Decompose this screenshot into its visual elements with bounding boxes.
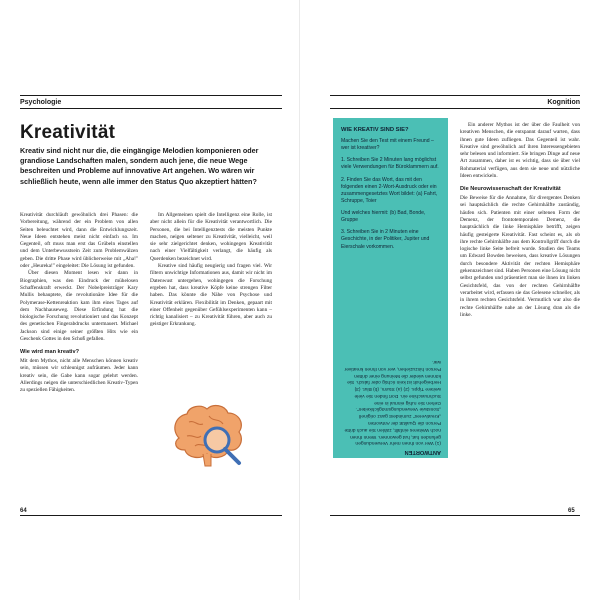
right-header-label: Kognition: [547, 98, 580, 106]
left-header-label: Psychologie: [20, 98, 62, 106]
body-paragraph: Über diesen Moment lesen wir dann in Biographien, was den Eindruck der mühelosen Schaffenskraft erweckt. Der Nobelpreisträger Kary Mullis behauptete, die revolutionäre Idee für die Polymerase-Kettenreaktion kam ihm eines Tages auf dem Nachhauseweg. Diese Erfindung hat die biologische Forschung revolutioniert und das Konzept des genetischen Fingerabdrucks untermauert. Michael Jackson sind einige seiner größten Hits wie ein Geschenk Gottes in den Schoß gefallen.: [20, 270, 138, 343]
answers-text: (1) Wer von Ihnen mehr Verwendungen gefunden hat, hat gewonnen. Wenn Ihnen noch Weiteres einfällt, zählen Sie auch dritte Person die Qualität der Antworten „Kreativeres" zumindest ganz originell „Sonstwie Verwendungsmöglichkeiten". Gehen Sie ruhig einmal in eine Suchmaschine ein. Dort finden Sie viele weitere Tipps. (2) (a) Sturm, (b) Blut. (3) Herbeigeholt ist kein richtig oder falsch. Sie können wieder die Meinung einer dritten Person hinzuziehen, wer von Ihnen kreativer war.: [344, 359, 441, 446]
footer-rule: [330, 515, 580, 516]
quiz-title: WIE KREATIV SIND SIE?: [341, 127, 409, 133]
right-column: [460, 122, 580, 319]
body-paragraph: Ein anderer Mythos ist der über die Faulheit von kreativen Menschen, die entspannt darauf warten, dass ihnen gute Ideen zufliegen. Das Gegenteil ist wahr. Kreative sind gewöhnlich auf ihren Interessengebieten sehr belesen und informiert. Sie bringen Dinge auf neue Art zusammen, daher ist es wichtig, dass sie über viel Rohmaterial verfügen, aus dem sie neue und nützliche Ideen entwickeln.: [460, 122, 580, 180]
quiz-paragraph: Machen Sie den Test mit einem Freund – wer ist kreativer?: [341, 138, 434, 152]
body-paragraph: Die Beweise für die Annahme, für divergentes Denken sei hauptsächlich die rechte Gehirnhälfte zuständig, häufen sich. Patienten mit einer seltenen Form der Demenz, der frontotemporalen Demenz, die hauptsächlich die linke Hemisphäre betrifft, zeigen häufig gesteigerte Kreativität. Fast scheint es, als ob ihre rechte Gehirnhälfte aus dem Kontrollgriff durch die logische linke Seite befreit wurde. Studien des Teams um Edward Bowden beweisen, dass kreative Lösungen durch besondere Aktivität der rechten Hemisphäre gekennzeichnet sind. Haben Personen eine Lösung nicht selbst gefunden und präsentiert man sie ihnen im linken Gesichtsfeld, das von der rechten Gehirnhälfte verarbeitet wird, erfassen sie das Gelesene schneller, als in ihrem rechten Gesichtsfeld. Vermutlich war also die rechte Gehirnhälfte nahe an der Lösung dran als die linke.: [460, 195, 580, 318]
body-paragraph: Kreativität durchläuft gewöhnlich drei Phasen: die Vorbereitung, während der ein Problem von allen Seiten beleuchtet wird, dann die Entwicklungszeit. Neue Ideen entstehen meist nicht einfach so. Im Gegenteil, oft muss man erst das Grübeln einstellen und dem Unterbewusstsein Zeit zum Problemwälzen geben. Die dritte Phase wird üblicherweise mit „Aha!" oder „Heureka!" eingeleitet: Die Lösung ist gefunden.: [20, 212, 138, 270]
left-column-2: [150, 212, 272, 329]
quiz-paragraph: 3. Schreiben Sie in 2 Minuten eine Geschichte, in der Politiker, Jupiter und Eierschale vorkommen.: [341, 229, 430, 250]
brain-magnifier-icon: [165, 400, 255, 475]
body-paragraph: Mit dem Mythos, nicht alle Menschen können kreativ sein, müssen wir schleunigst aufräumen. Jeder kann kreativ sein, die Gabe kann sogar gelehrt werden. Allerdings neigen die unterschiedlichen Kreativ-Typen zu speziellen Fähigkeiten.: [20, 358, 138, 394]
quiz-paragraph: Und welches hiermit: (b) Bad, Bonde, Gruppe: [341, 210, 426, 224]
quiz-paragraph: 1. Schreiben Sie 2 Minuten lang möglichst viele Verwendungen für Büroklammern auf.: [341, 157, 439, 171]
page-number-right: 65: [568, 508, 575, 514]
right-running-header: [330, 95, 580, 109]
subheading: Die Neurowissenschaft der Kreativität: [460, 186, 561, 193]
footer-rule: [20, 515, 282, 516]
page-title: Kreativität: [20, 122, 116, 143]
quiz-content: [341, 126, 441, 256]
body-paragraph: Kreative sind häufig neugierig und fragen viel. Wir filtern unwichtige Informationen aus, damit wir nicht im Datenwust untergehen, wohingegen die Forschung ergeben hat, dass kreative Köpfe keine strengen Filter haben. Das könnte die Nähe von Psychose und Kreativität erklären. Flexibilität im Denken, gepaart mit einer Offenheit gegenüber Gefühlsexperimenten kann – richtig kanalisiert – zu Kreativität führen, aber auch zu geistiger Erkrankung.: [150, 263, 272, 328]
quiz-paragraph: 2. Finden Sie das Wort, das mit den folgenden einen 2-Wort-Ausdruck oder ein zusammengesetztes Wort bildet: (a) Fahrt, Schruppe, Toier: [341, 176, 438, 204]
intro-paragraph: Kreativ sind nicht nur die, die eingängige Melodien komponieren oder grandiose Landschaften malen, sondern auch jene, die neue Wege beschreiten und Probleme auf innovative Art angehen. Wo wären wir schließlich heute, wenn alle immer den Status Quo akzeptiert hätten?: [20, 146, 259, 186]
subheading: Wie wird man kreativ?: [20, 349, 80, 356]
page-number-left: 64: [20, 508, 27, 514]
quiz-answers-upside-down: [341, 315, 441, 455]
body-paragraph: Im Allgemeinen spielt die Intelligenz eine Rolle, ist aber nicht allein für die Kreativität verantwortlich. Die Personen, die bei Intelligenztests die meisten Punkte machen, neigen seltener zu Kreativität, vielleicht, weil sie sehr zielgerichtet denken, wohingegen Kreativität nach einer Vielfältigkeit verlangt, die häufig als Querdenken bezeichnet wird.: [150, 212, 272, 262]
left-running-header: [20, 95, 282, 109]
answers-title: ANTWORTEN: [404, 449, 441, 455]
left-column-1: [20, 212, 138, 395]
